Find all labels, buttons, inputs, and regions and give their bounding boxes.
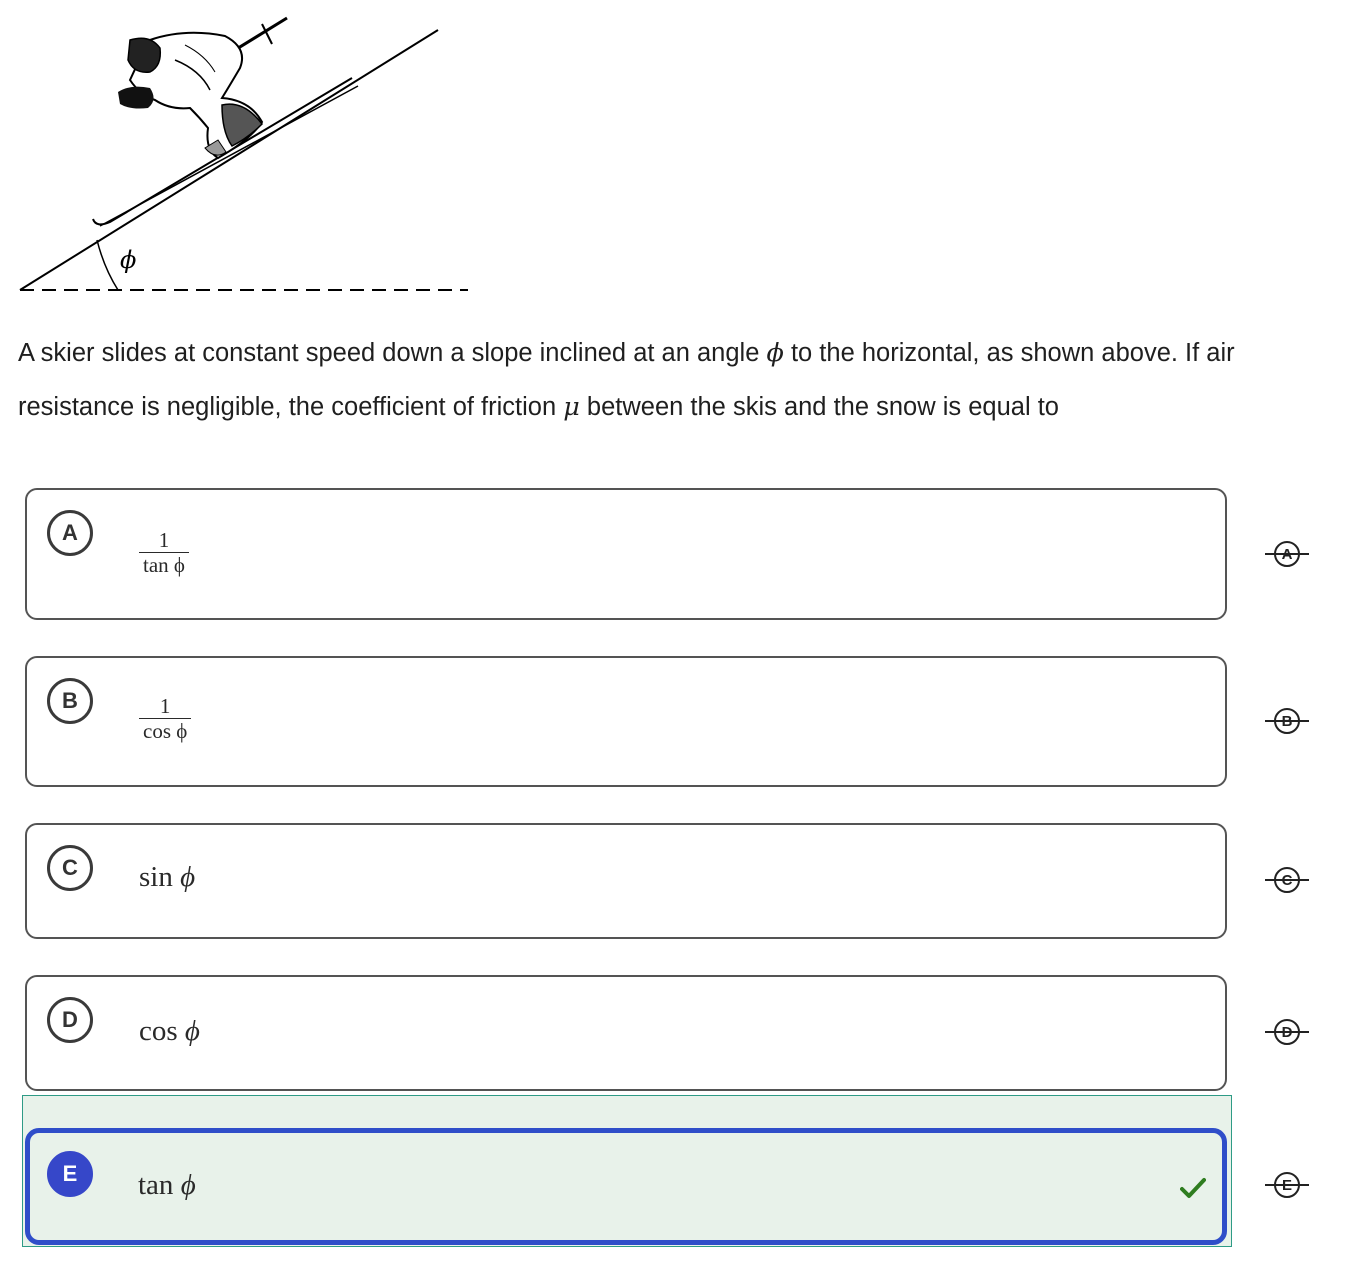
choice-d-arg: ϕ bbox=[184, 1015, 200, 1047]
choice-d-func: cos bbox=[139, 1015, 185, 1047]
question-part-1: A skier slides at constant speed down a slope inclined at an angle bbox=[18, 339, 767, 367]
choice-a-denominator: tan ϕ bbox=[139, 552, 189, 577]
choice-e-arg: ϕ bbox=[180, 1169, 196, 1201]
choice-b[interactable] bbox=[25, 656, 1227, 787]
choice-c[interactable] bbox=[25, 823, 1227, 939]
choice-c-letter-badge: C bbox=[47, 845, 93, 891]
choice-c-math bbox=[139, 861, 195, 894]
choice-a-letter-badge: A bbox=[47, 510, 93, 556]
choice-e-letter-badge: E bbox=[47, 1151, 93, 1197]
eliminate-c-button[interactable] bbox=[1262, 863, 1312, 897]
question-part-3: between the skis and the snow is equal to bbox=[579, 393, 1059, 421]
choice-c-arg: ϕ bbox=[180, 861, 196, 893]
mu-symbol: μ bbox=[563, 392, 580, 422]
angle-label: ϕ bbox=[120, 246, 137, 274]
question-part-2: to the horizontal, as shown above. If air resistance is negligible, the coefficient of friction bbox=[18, 339, 1235, 421]
phi-symbol: ϕ bbox=[766, 338, 784, 368]
skier-icon bbox=[118, 33, 262, 158]
choice-a-numerator: 1 bbox=[158, 528, 170, 552]
choice-b-denominator: cos ϕ bbox=[139, 718, 191, 743]
checkmark-icon bbox=[1180, 1177, 1206, 1199]
choice-d-letter-badge: D bbox=[47, 997, 93, 1043]
choice-e-math bbox=[138, 1169, 196, 1202]
eliminate-b-button[interactable] bbox=[1262, 704, 1312, 738]
eliminate-a-button[interactable] bbox=[1262, 537, 1312, 571]
choice-b-letter-badge: B bbox=[47, 678, 93, 724]
choice-c-func: sin bbox=[139, 861, 181, 893]
skier-figure bbox=[0, 0, 480, 310]
eliminate-d-button[interactable] bbox=[1262, 1015, 1312, 1049]
choice-b-math bbox=[139, 694, 191, 743]
choice-e[interactable] bbox=[25, 1128, 1227, 1245]
choice-b-numerator: 1 bbox=[159, 694, 171, 718]
choice-a[interactable] bbox=[25, 488, 1227, 620]
choice-d-math bbox=[139, 1015, 200, 1048]
choice-e-func: tan bbox=[138, 1169, 181, 1201]
choice-a-math bbox=[139, 528, 189, 577]
eliminate-e-button[interactable] bbox=[1262, 1168, 1312, 1202]
choice-d[interactable] bbox=[25, 975, 1227, 1091]
question-text bbox=[18, 326, 1338, 434]
